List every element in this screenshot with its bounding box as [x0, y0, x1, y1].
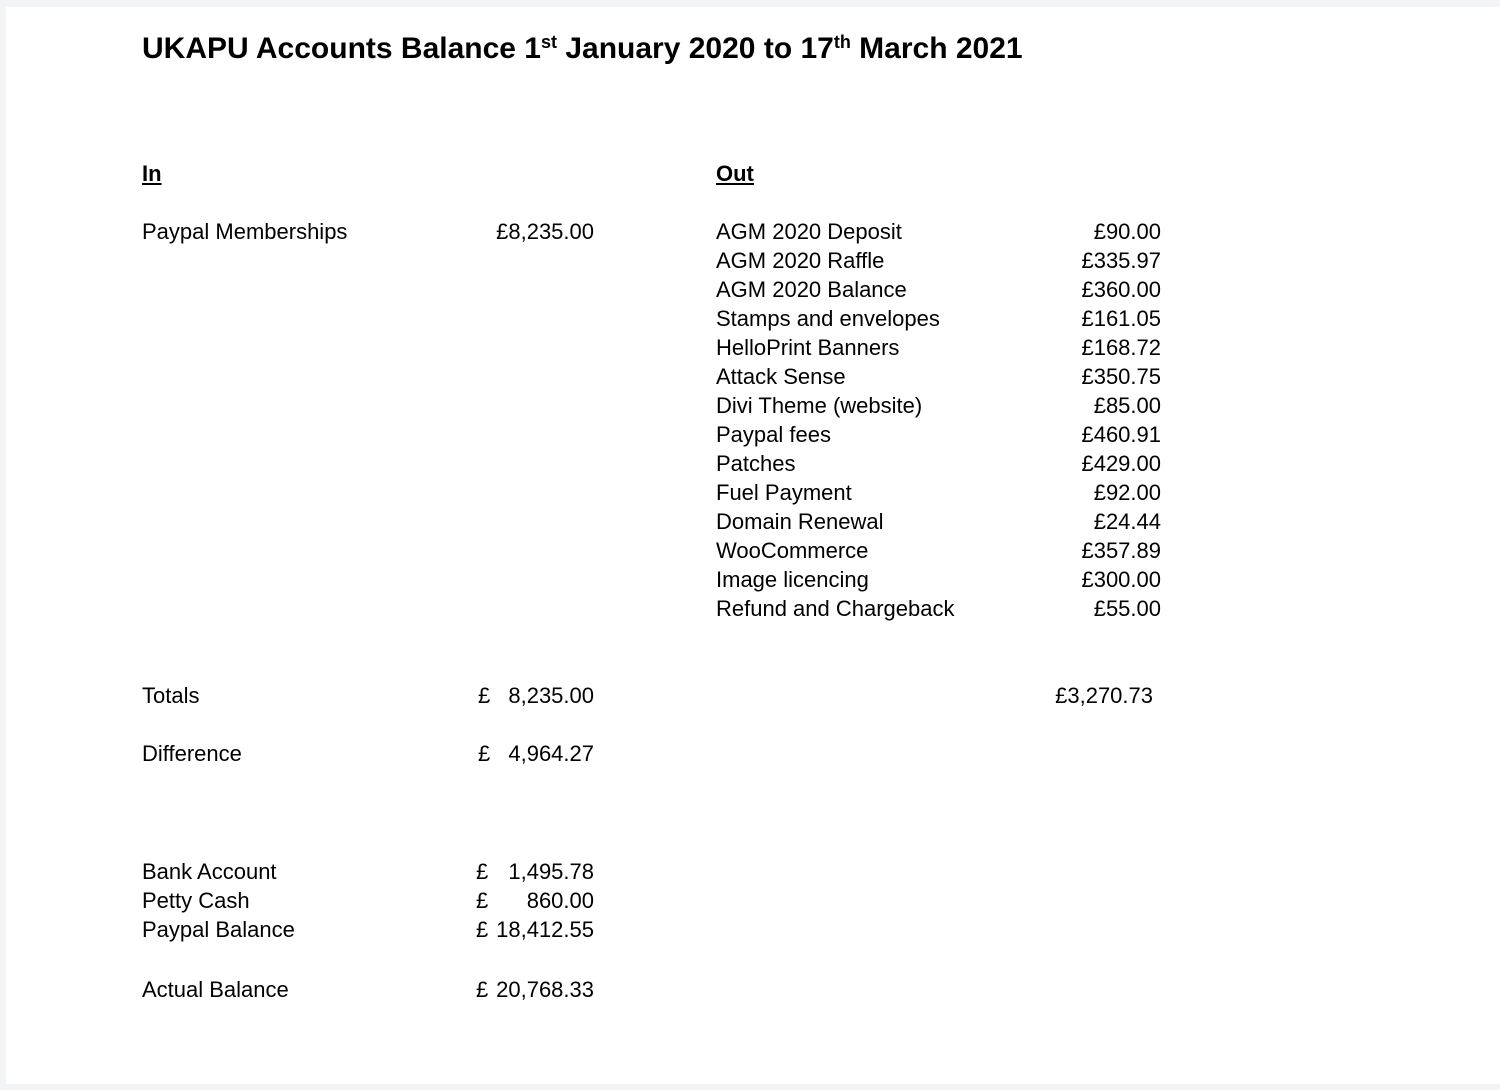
out-item-row — [716, 507, 1161, 536]
balance-label: Paypal Balance — [142, 917, 295, 942]
actual-balance-amount — [476, 975, 594, 1004]
page-edge-bottom — [0, 1084, 1500, 1090]
out-items-list — [716, 217, 1161, 623]
out-item-label: AGM 2020 Raffle — [716, 248, 885, 273]
out-item-row — [716, 449, 1161, 478]
title-text-1: UKAPU Accounts Balance 1 — [142, 32, 541, 65]
in-item-row — [142, 217, 594, 246]
totals-in-currency-symbol: £ — [478, 683, 491, 708]
out-item-row — [716, 420, 1161, 449]
out-item-amount: £168.72 — [1081, 335, 1161, 360]
out-item-label: Image licencing — [716, 567, 869, 592]
out-item-amount: £350.75 — [1081, 364, 1161, 389]
out-item-row — [716, 333, 1161, 362]
page-edge-top — [0, 0, 1500, 7]
balance-label: Petty Cash — [142, 888, 250, 913]
out-item-label: Paypal fees — [716, 422, 831, 447]
out-item-label: Divi Theme (website) — [716, 393, 923, 418]
actual-balance-value: 20,768.33 — [496, 977, 594, 1002]
out-item-label: Attack Sense — [716, 364, 846, 389]
out-item-amount: £85.00 — [1093, 393, 1161, 418]
actual-balance-row — [142, 975, 594, 1004]
out-item-label: WooCommerce — [716, 538, 869, 563]
actual-balance-label: Actual Balance — [142, 977, 289, 1002]
balance-row — [142, 886, 594, 915]
difference-currency-symbol: £ — [478, 741, 491, 766]
out-item-label: Refund and Chargeback — [716, 596, 955, 621]
out-item-label: HelloPrint Banners — [716, 335, 900, 360]
out-item-row — [716, 536, 1161, 565]
out-item-row — [716, 391, 1161, 420]
out-item-amount: £24.44 — [1093, 509, 1161, 534]
out-item-row — [716, 594, 1161, 623]
out-item-label: Stamps and envelopes — [716, 306, 940, 331]
balance-amount — [476, 915, 594, 944]
balance-currency-symbol: £ — [476, 859, 489, 884]
balance-row — [142, 857, 594, 886]
in-item-label: Paypal Memberships — [142, 219, 348, 244]
balance-value: 860.00 — [526, 888, 594, 913]
out-item-row — [716, 478, 1161, 507]
balance-value: 1,495.78 — [508, 859, 594, 884]
balance-amount — [476, 886, 594, 915]
out-item-row — [716, 304, 1161, 333]
in-items-list — [142, 217, 594, 246]
balances-list — [142, 857, 594, 944]
out-item-row — [716, 362, 1161, 391]
page-edge-left — [0, 0, 6, 1090]
out-item-amount: £460.91 — [1081, 422, 1161, 447]
out-item-row — [716, 217, 1161, 246]
out-item-amount: £92.00 — [1093, 480, 1161, 505]
difference-value: 4,964.27 — [508, 741, 594, 766]
out-item-label: Domain Renewal — [716, 509, 884, 534]
out-item-amount: £360.00 — [1081, 277, 1161, 302]
out-item-label: AGM 2020 Deposit — [716, 219, 902, 244]
out-item-amount: £335.97 — [1081, 248, 1161, 273]
totals-in-value: 8,235.00 — [508, 683, 594, 708]
totals-label: Totals — [142, 683, 200, 708]
balance-value: 18,412.55 — [496, 917, 594, 942]
title-text-3: March 2021 — [850, 32, 1023, 65]
title-superscript-st: st — [541, 32, 558, 53]
out-item-amount: £300.00 — [1081, 567, 1161, 592]
out-item-row — [716, 565, 1161, 594]
in-item-amount: £8,235.00 — [496, 219, 594, 244]
actual-balance-currency-symbol: £ — [476, 977, 489, 1002]
balance-amount — [476, 857, 594, 886]
out-item-row — [716, 246, 1161, 275]
balance-currency-symbol: £ — [476, 888, 489, 913]
difference-label: Difference — [142, 741, 242, 766]
balance-currency-symbol: £ — [476, 917, 489, 942]
out-item-amount: £357.89 — [1081, 538, 1161, 563]
out-item-row — [716, 275, 1161, 304]
out-item-amount: £161.05 — [1081, 306, 1161, 331]
title-text-2: January 2020 to 17 — [557, 32, 834, 65]
out-item-label: Patches — [716, 451, 796, 476]
out-item-amount: £55.00 — [1093, 596, 1161, 621]
totals-in-amount — [478, 681, 594, 710]
balance-row — [142, 915, 594, 944]
out-item-label: Fuel Payment — [716, 480, 852, 505]
out-item-amount: £90.00 — [1093, 219, 1161, 244]
in-section-header: In — [142, 161, 162, 186]
page-title — [142, 31, 1023, 70]
out-section-header: Out — [716, 161, 754, 186]
out-item-label: AGM 2020 Balance — [716, 277, 907, 302]
balance-label: Bank Account — [142, 859, 277, 884]
totals-out-amount: £3,270.73 — [1055, 683, 1153, 708]
difference-amount — [478, 739, 594, 768]
out-item-amount: £429.00 — [1081, 451, 1161, 476]
title-superscript-th: th — [833, 32, 851, 53]
